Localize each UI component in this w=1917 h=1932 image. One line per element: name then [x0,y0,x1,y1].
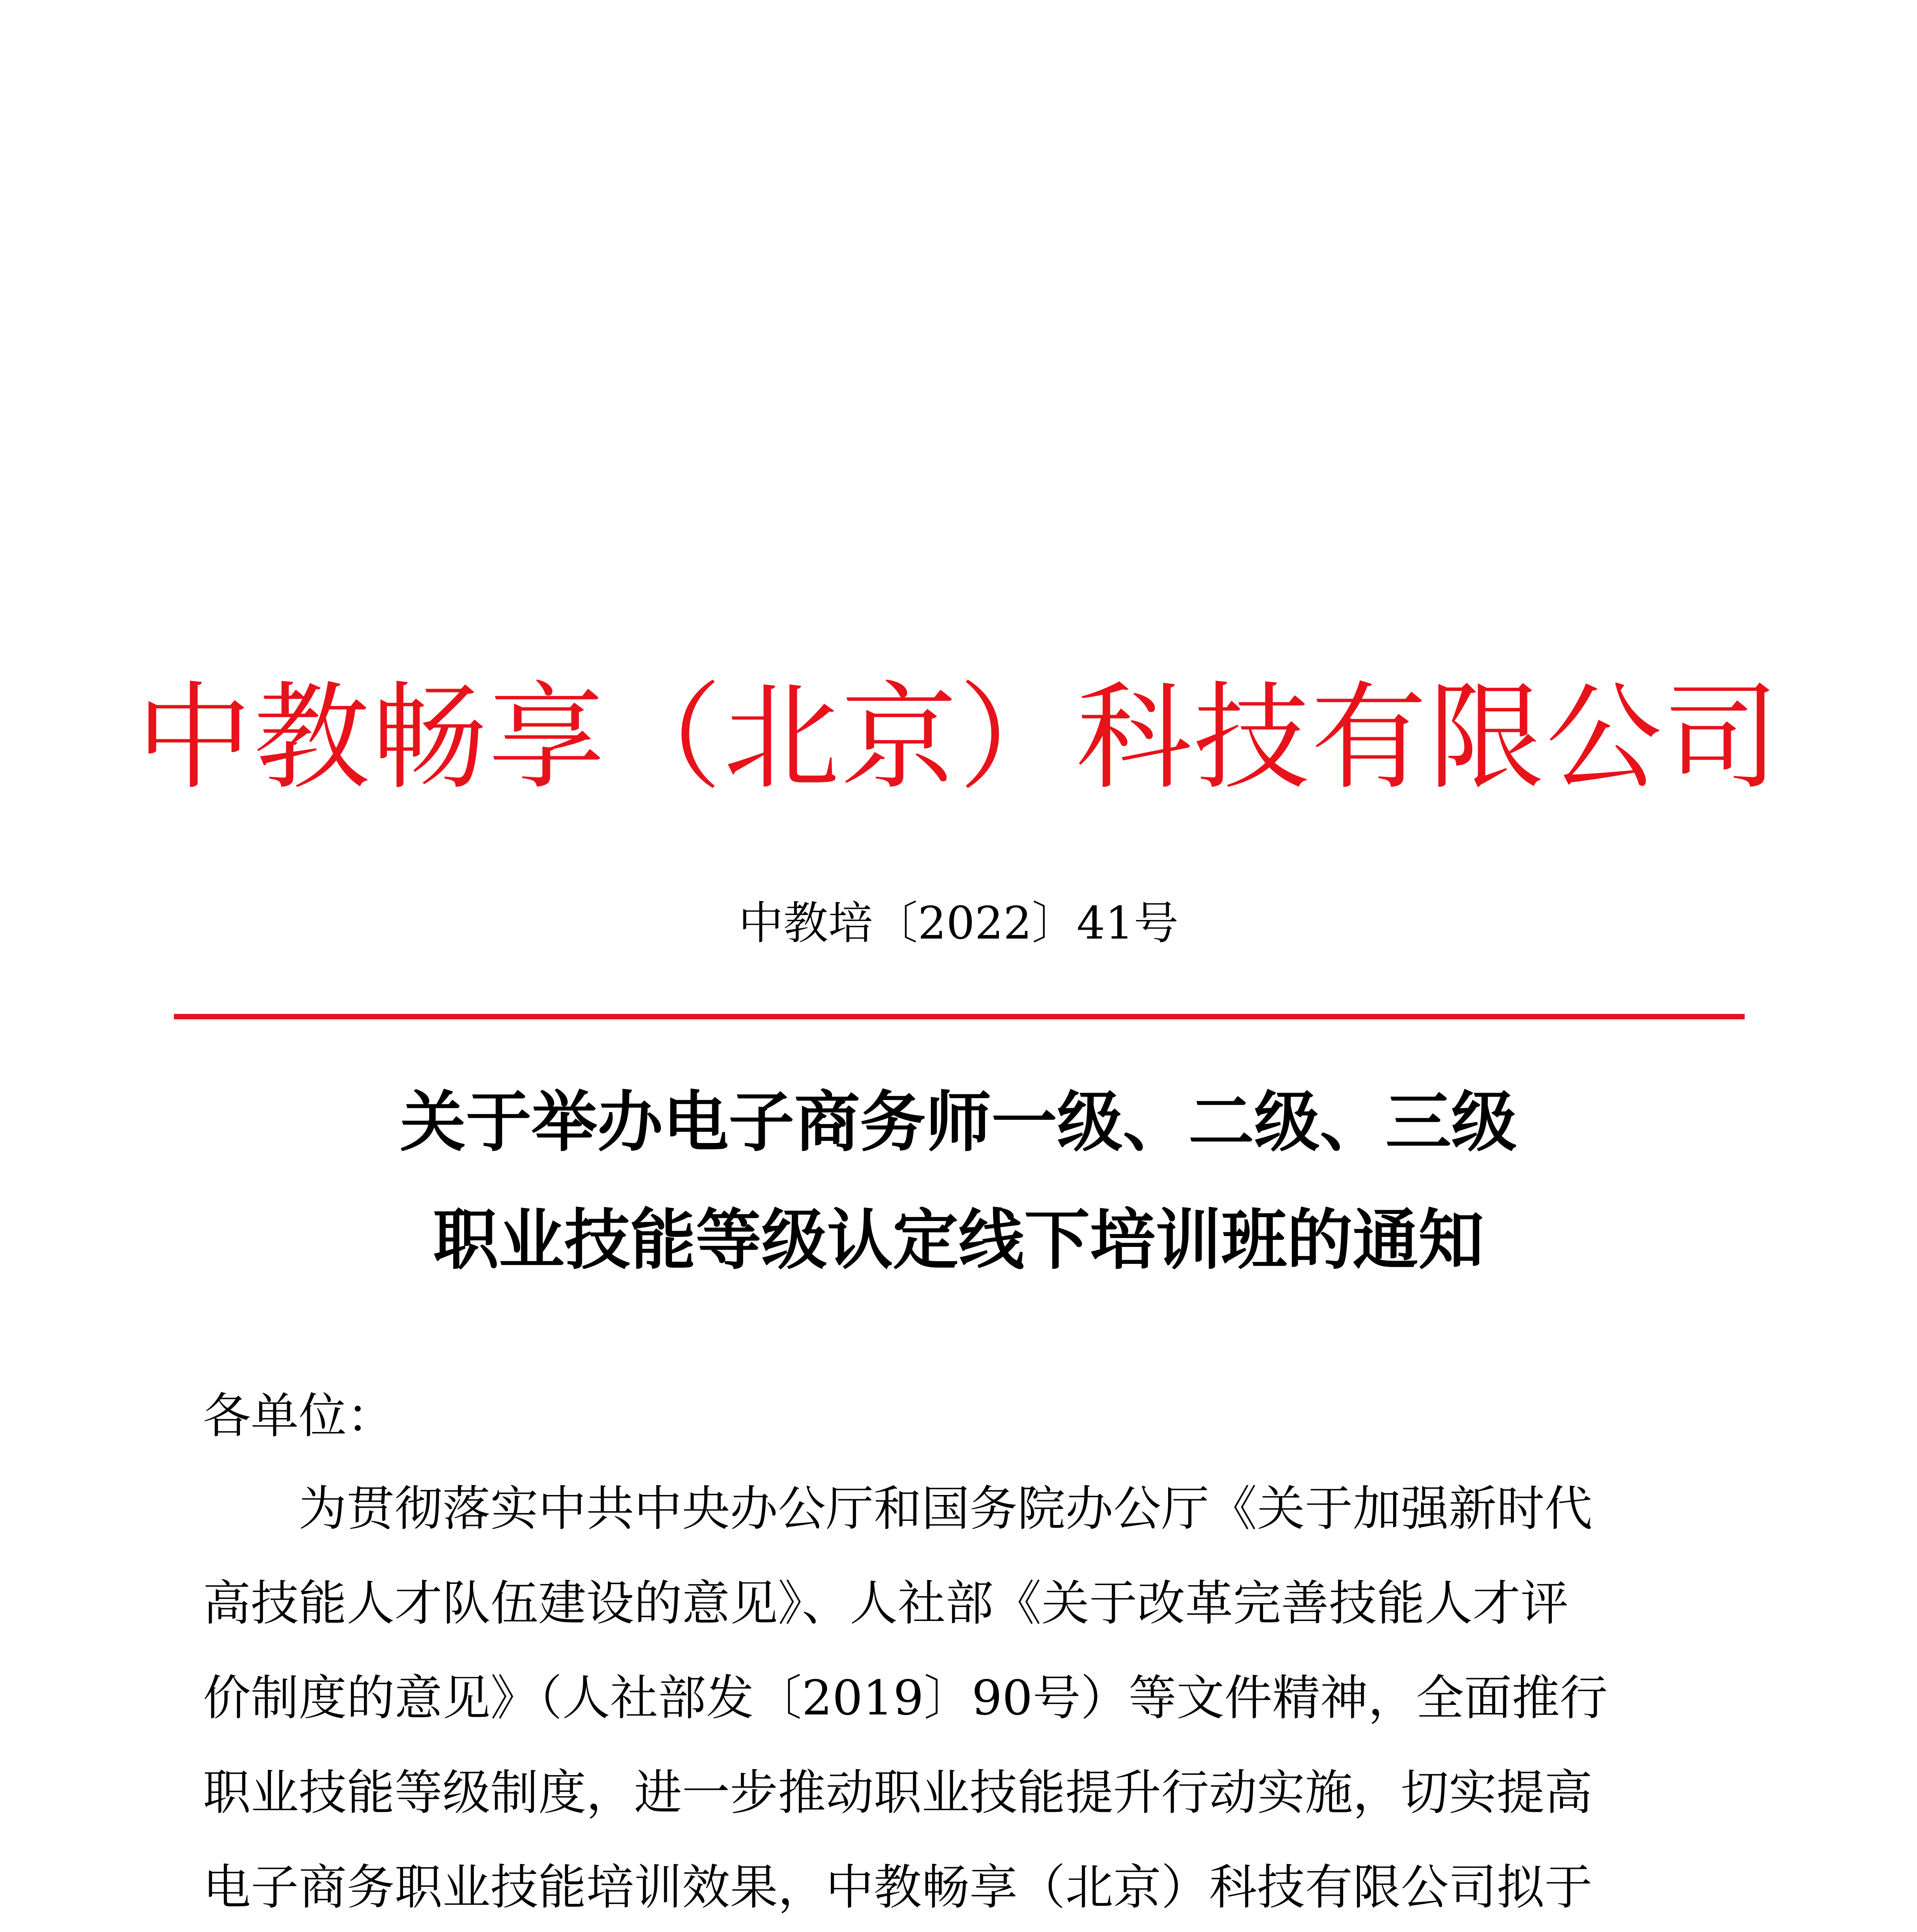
salutation: 各单位： [203,1388,395,1444]
notice-title-line-2: 职业技能等级认定线下培训班的通知 [433,1202,1484,1279]
body-paragraph-line: 价制度的意见》（人社部发〔2019〕90号）等文件精神，全面推行 [203,1670,1608,1726]
document-number: 中教培〔2022〕41号 [738,897,1179,949]
notice-title-line-1: 关于举办电子商务师一级、二级、三级 [400,1084,1517,1161]
red-divider-line [174,1014,1745,1019]
body-paragraph-line: 为贯彻落实中共中央办公厅和国务院办公厅《关于加强新时代 [299,1481,1593,1537]
body-paragraph-line: 职业技能等级制度，进一步推动职业技能提升行动实施，切实提高 [203,1765,1593,1821]
body-paragraph-line: 电子商务职业技能培训效果，中教畅享（北京）科技有限公司拟于 [203,1860,1593,1915]
body-paragraph-line: 高技能人才队伍建设的意见》、人社部《关于改革完善技能人才评 [203,1576,1569,1631]
org-name-heading: 中教畅享（北京）科技有限公司 [136,670,1781,805]
